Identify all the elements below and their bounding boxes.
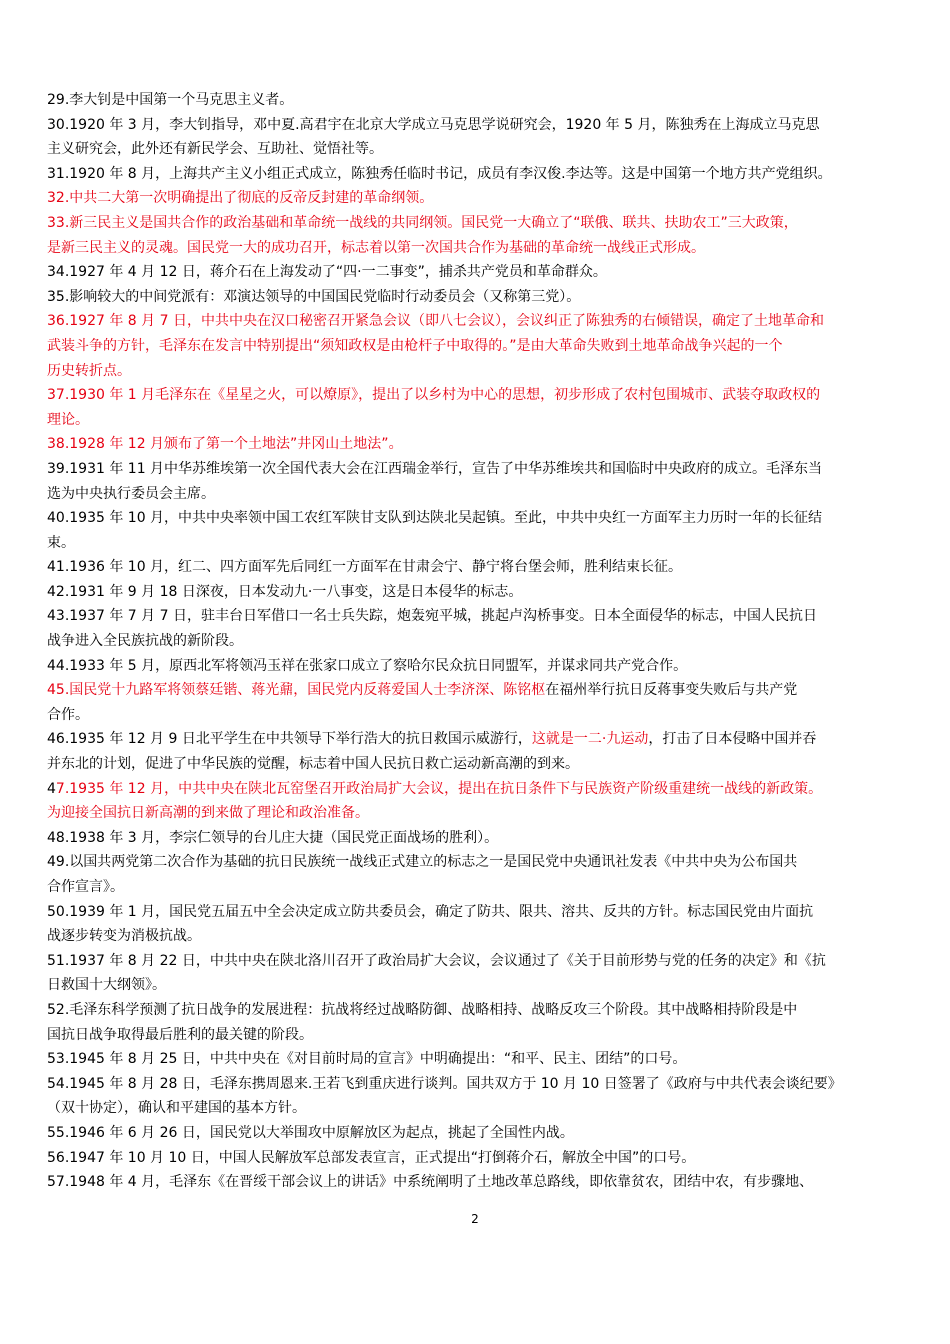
list-item <box>47 826 932 851</box>
list-item <box>47 555 932 580</box>
body-text: 55.1946 年 6 月 26 日，国民党以大举围攻中原解放区为起点，挑起了全国性内战。 <box>47 1124 574 1141</box>
list-item <box>47 285 932 310</box>
text-line <box>47 1146 932 1171</box>
body-text: 42.1931 年 9 月 18 日深夜，日本发动九·一八事变，这是日本侵华的标志。 <box>47 583 523 600</box>
body-text: 29.李大钊是中国第一个马克思主义者。 <box>47 92 294 108</box>
body-text: 选为中央执行委员会主席。 <box>47 485 215 502</box>
body-text: 43.1937 年 7 月 7 日，驻丰台日军借口一名士兵失踪，炮轰宛平城，挑起卢沟桥事变。日本全面侵华的标志，中国人民抗日 <box>47 608 817 625</box>
text-line <box>47 604 932 629</box>
text-line <box>47 506 932 531</box>
text-line <box>47 211 932 236</box>
list-item <box>47 113 932 162</box>
list-item <box>47 777 932 826</box>
text-line <box>47 629 932 654</box>
body-text: 44.1933 年 5 月，原西北军将领冯玉祥在张家口成立了察哈尔民众抗日同盟军，并谋求同共产党合作。 <box>47 657 688 674</box>
highlighted-text: 45.国民党十九路军将领蔡廷锴、蒋光鼐，国民党内反蒋爱国人士李济深、陈铭枢 <box>47 682 546 699</box>
list-item <box>47 900 932 949</box>
text-line <box>47 186 932 211</box>
text-line <box>47 334 932 359</box>
list-item <box>47 186 932 211</box>
text-line <box>47 260 932 285</box>
list-item <box>47 1047 932 1072</box>
body-text: 主义研究会，此外还有新民学会、互助社、觉悟社等。 <box>47 141 383 158</box>
list-item <box>47 309 932 383</box>
text-line <box>47 113 932 138</box>
list-item <box>47 850 932 899</box>
highlighted-text: 36.1927 年 8 月 7 日，中共中央在汉口秘密召开紧急会议（即八七会议），会议纠正了陈独秀的右倾错误，确定了土地革命和 <box>47 313 824 330</box>
body-text: 日救国十大纲领》。 <box>47 977 166 994</box>
text-line <box>47 654 932 679</box>
list-item <box>47 432 932 457</box>
text-line <box>47 777 932 802</box>
body-text: 51.1937 年 8 月 22 日，中共中央在陕北洛川召开了政治局扩大会议，会议通过了《关于目前形势与党的任务的决定》和《抗 <box>47 952 826 969</box>
text-line <box>47 801 932 826</box>
text-line <box>47 850 932 875</box>
highlighted-text: 理论。 <box>47 411 89 428</box>
list-item <box>47 654 932 679</box>
list-item <box>47 260 932 285</box>
highlighted-text: 为迎接全国抗日新高潮的到来做了理论和政治准备。 <box>47 805 369 822</box>
text-line <box>47 457 932 482</box>
text-line <box>47 727 932 752</box>
text-line <box>47 752 932 777</box>
body-text: 4 <box>47 780 56 797</box>
body-text: 52.毛泽东科学预测了抗日战争的发展进程：抗战将经过战略防御、战略相持、战略反攻三个阶段。其中战略相持阶段是中 <box>47 1001 798 1018</box>
body-text: 31.1920 年 8 月，上海共产主义小组正式成立，陈独秀任临时书记，成员有李汉俊.李达等。这是中国第一个地方共产党组织。 <box>47 165 832 182</box>
text-line <box>47 1047 932 1072</box>
text-line <box>47 1121 932 1146</box>
body-text: 合作宣言》。 <box>47 879 124 895</box>
list-item <box>47 162 932 187</box>
text-line <box>47 359 932 384</box>
list-item <box>47 1170 932 1195</box>
highlighted-text: 是新三民主义的灵魂。国民党一大的成功召开，标志着以第一次国共合作为基础的革命统一战线正式形成。 <box>47 239 705 256</box>
list-item <box>47 727 932 776</box>
body-text: 40.1935 年 10 月，中共中央率领中国工农红军陕甘支队到达陕北吴起镇。至此，中共中央红一方面军主力历时一年的长征结 <box>47 510 823 527</box>
highlighted-text: 37.1930 年 1 月毛泽东在《星星之火，可以燎原》，提出了以乡村为中心的思想，初步形成了农村包围城市、武装夺取政权的 <box>47 387 821 404</box>
body-text: 57.1948 年 4 月，毛泽东《在晋绥干部会议上的讲话》中系统阐明了土地改革总路线，即依靠贫农，团结中农，有步骤地、 <box>47 1174 814 1191</box>
list-item <box>47 506 932 555</box>
body-text: ，打击了日本侵略中国并吞 <box>648 731 817 748</box>
body-text: 48.1938 年 3 月，李宗仁领导的台儿庄大捷（国民党正面战场的胜利）。 <box>47 829 499 846</box>
page-number: 2 <box>471 1212 479 1226</box>
text-line <box>47 998 932 1023</box>
body-text: 束。 <box>47 534 75 551</box>
list-item <box>47 383 932 432</box>
text-line <box>47 408 932 433</box>
body-text: 战逐步转变为消极抗战。 <box>47 928 201 945</box>
text-line <box>47 531 932 556</box>
highlighted-text: 7.1935 年 12 月，中共中央在陕北瓦窑堡召开政治局扩大会议，提出在抗日条件下与民族资产阶级重建统一战线的新政策。 <box>55 780 823 797</box>
list-item <box>47 211 932 260</box>
text-line <box>47 88 932 113</box>
text-line <box>47 1096 932 1121</box>
highlighted-text: 32.中共二大第一次明确提出了彻底的反帝反封建的革命纲领。 <box>47 190 434 207</box>
text-line <box>47 1170 932 1195</box>
body-text: 35.影响较大的中间党派有：邓演达领导的中国国民党临时行动委员会（又称第三党）。 <box>47 288 581 305</box>
list-item <box>47 998 932 1047</box>
body-text: 39.1931 年 11 月中华苏维埃第一次全国代表大会在江西瑞金举行，宣告了中华苏维埃共和国临时中央政府的成立。毛泽东当 <box>47 460 823 477</box>
body-text: 56.1947 年 10 月 10 日，中国人民解放军总部发表宣言，正式提出“打倒蒋介石，解放全中国”的口号。 <box>47 1149 696 1166</box>
text-line <box>47 1023 932 1048</box>
text-line <box>47 432 932 457</box>
body-text: 合作。 <box>47 706 89 723</box>
list-item <box>47 949 932 998</box>
text-line <box>47 137 932 162</box>
text-line <box>47 1072 932 1097</box>
text-line <box>47 285 932 310</box>
text-line <box>47 555 932 580</box>
body-text: 49.以国共两党第二次合作为基础的抗日民族统一战线正式建立的标志之一是国民党中央通讯社发表《中共中央为公布国共 <box>47 854 798 871</box>
body-text: 46.1935 年 12 月 9 日北平学生在中共领导下举行浩大的抗日救国示威游行， <box>47 731 532 748</box>
text-line <box>47 678 932 703</box>
text-line <box>47 826 932 851</box>
text-line <box>47 924 932 949</box>
list-item <box>47 1146 932 1171</box>
body-text: 50.1939 年 1 月，国民党五届五中全会决定成立防共委员会，确定了防共、限共、溶共、反共的方针。标志国民党由片面抗 <box>47 903 814 920</box>
text-line <box>47 309 932 334</box>
highlighted-text: 武装斗争的方针，毛泽东在发言中特别提出“须知政权是由枪杆子中取得的。”是由大革命失败到土地革命战争兴起的一个 <box>47 337 783 354</box>
text-line <box>47 482 932 507</box>
document-body <box>47 88 932 1195</box>
text-line <box>47 875 932 900</box>
body-text: 54.1945 年 8 月 28 日，毛泽东携周恩来.王若飞到重庆进行谈判。国共双方于 10 月 10 日签署了《政府与中共代表会谈纪要》 <box>47 1075 842 1092</box>
body-text: 30.1920 年 3 月，李大钊指导，邓中夏.高君宇在北京大学成立马克思学说研究会，1920 年 5 月，陈独秀在上海成立马克思 <box>47 116 820 133</box>
text-line <box>47 580 932 605</box>
highlighted-text: 33.新三民主义是国共合作的政治基础和革命统一战线的共同纲领。国民党一大确立了“联俄、联共、扶助农工”三大政策， <box>47 214 798 231</box>
body-text: 国抗日战争取得最后胜利的最关键的阶段。 <box>47 1026 313 1043</box>
list-item <box>47 1121 932 1146</box>
list-item <box>47 604 932 653</box>
body-text: 41.1936 年 10 月，红二、四方面军先后同红一方面军在甘肃会宁、静宁将台堡会师，胜利结束长征。 <box>47 559 683 576</box>
list-item <box>47 457 932 506</box>
text-line <box>47 383 932 408</box>
text-line <box>47 973 932 998</box>
text-line <box>47 900 932 925</box>
text-line <box>47 949 932 974</box>
body-text: 34.1927 年 4 月 12 日，蒋介石在上海发动了“四·一二事变”，捕杀共产党员和革命群众。 <box>47 264 607 281</box>
highlighted-text: 历史转折点。 <box>47 362 131 379</box>
highlighted-text: 这就是一二·九运动 <box>531 731 649 748</box>
list-item <box>47 580 932 605</box>
list-item <box>47 88 932 113</box>
body-text: （双十协定），确认和平建国的基本方针。 <box>47 1100 306 1117</box>
body-text: 并东北的计划，促进了中华民族的觉醒，标志着中国人民抗日救亡运动新高潮的到来。 <box>47 756 579 773</box>
list-item <box>47 678 932 727</box>
body-text: 战争进入全民族抗战的新阶段。 <box>47 633 243 650</box>
highlighted-text: 38.1928 年 12 月颁布了第一个土地法”井冈山土地法”。 <box>47 436 403 453</box>
text-line <box>47 703 932 728</box>
text-line <box>47 162 932 187</box>
body-text: 53.1945 年 8 月 25 日，中共中央在《对目前时局的宣言》中明确提出：“和平、民主、团结”的口号。 <box>47 1051 687 1068</box>
list-item <box>47 1072 932 1121</box>
body-text: 在福州举行抗日反蒋事变失败后与共产党 <box>545 682 798 699</box>
text-line <box>47 236 932 261</box>
